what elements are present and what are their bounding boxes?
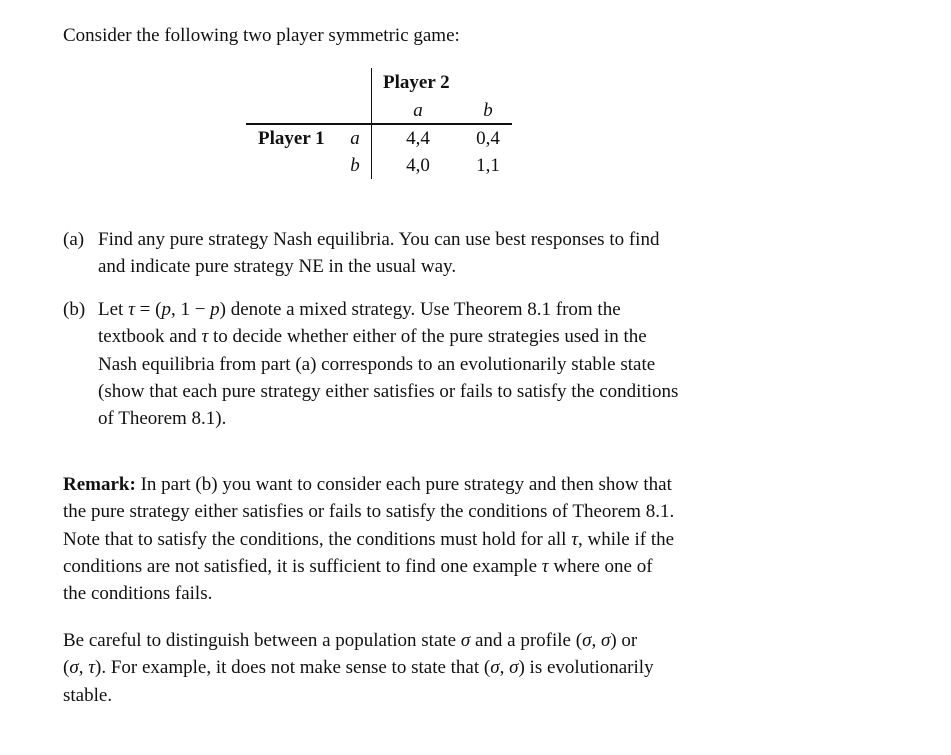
tau-symbol: τ	[128, 299, 135, 320]
part-b-label: (b)	[63, 299, 86, 320]
row-strategy-b: b	[350, 155, 360, 176]
part-a-label: (a)	[63, 229, 85, 250]
tau-symbol: τ	[201, 326, 209, 348]
caution-paragraph	[63, 627, 703, 709]
remark-line-3: Note that to satisfy the conditions, the conditions must hold for all τ, while if the	[63, 528, 675, 550]
part-b-line-2: textbook and τ to decide whether either of the pure strategies used in the	[98, 326, 647, 348]
caution-line-3: stable.	[63, 684, 113, 706]
part-b-line-4: (show that each pure strategy either satisfies or fails to satisfy the conditions	[98, 380, 679, 402]
remark-line-5: the conditions fails.	[63, 583, 213, 605]
payoff-cell-ba: 4,0	[406, 155, 430, 176]
part-a-line-2: and indicate pure strategy NE in the usual way.	[98, 256, 457, 278]
caution-line-1: Be careful to distinguish between a population state σ and a profile (σ, σ) or	[63, 630, 638, 651]
row-player-label: Player 1	[258, 128, 325, 149]
caution-line-2: (σ, τ). For example, it does not make sense to state that (σ, σ) is evolutionarily	[63, 657, 654, 679]
remark-paragraph	[63, 471, 703, 607]
part-b-line-5: of Theorem 8.1).	[98, 408, 227, 430]
payoff-cell-bb: 1,1	[476, 155, 500, 176]
col-strategy-b: b	[483, 100, 493, 121]
remark-line-1: Remark: In part (b) you want to consider each pure strategy and then show that	[63, 474, 672, 495]
part-b-line-1: Let τ = (p, 1 − p) denote a mixed strategy. Use Theorem 8.1 from the	[98, 299, 621, 320]
payoff-cell-ab: 0,4	[476, 128, 500, 149]
row-strategy-a: a	[350, 128, 360, 149]
remark-heading: Remark:	[63, 474, 136, 495]
column-player-label: Player 2	[383, 72, 450, 93]
col-strategy-a: a	[413, 100, 423, 121]
part-b-line-3: Nash equilibria from part (a) corresponds to an evolutionarily stable state	[98, 353, 656, 375]
payoff-cell-aa: 4,4	[406, 128, 430, 149]
remark-line-2: the pure strategy either satisfies or fails to satisfy the conditions of Theorem 8.1.	[63, 501, 675, 523]
part-a-line-1: Find any pure strategy Nash equilibria. You can use best responses to find	[98, 229, 660, 250]
remark-line-4: conditions are not satisfied, it is sufficient to find one example τ where one of	[63, 555, 653, 577]
intro-text: Consider the following two player symmetric game:	[63, 25, 460, 46]
